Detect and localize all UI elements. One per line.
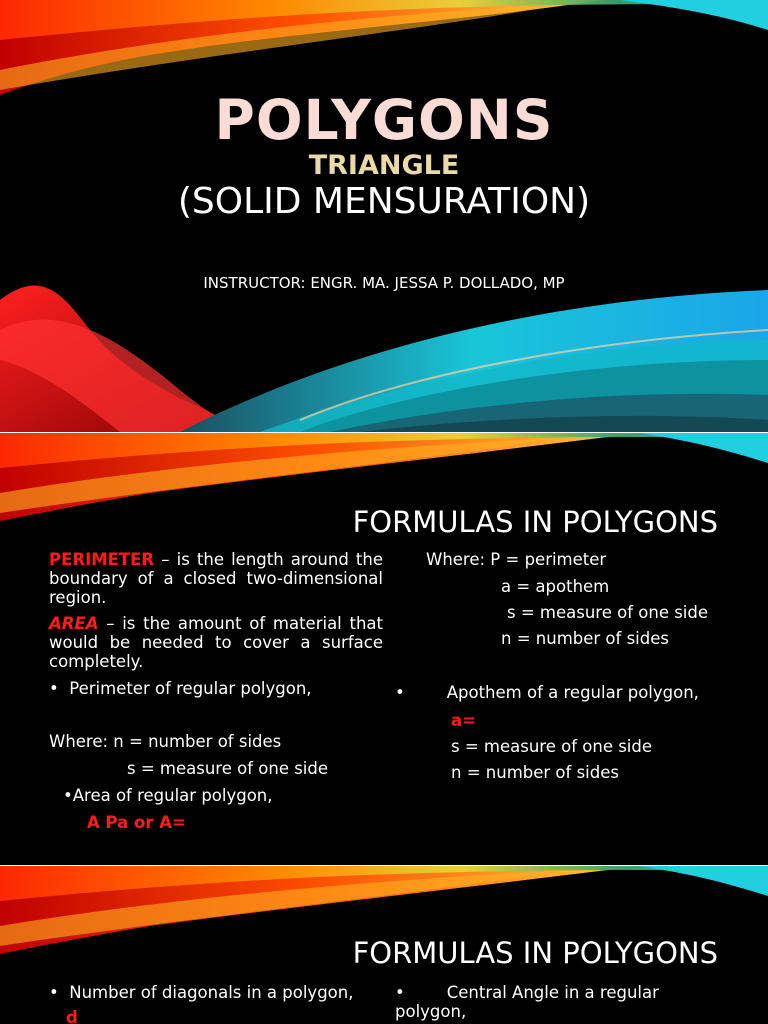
bullet-diagonals-text: Number of diagonals in a polygon, xyxy=(69,983,354,1002)
page-title: POLYGONS xyxy=(214,88,554,152)
bullet-icon: • xyxy=(49,679,59,698)
bullet-diagonals xyxy=(49,983,353,1002)
apothem-formula: a= xyxy=(451,711,476,730)
area-term: AREA xyxy=(49,614,99,633)
title-slide xyxy=(0,0,768,432)
area-def-text: – is the amount of material that would be needed to cover a surface completely. xyxy=(49,614,383,671)
page-subtitle-secondary: (SOLID MENSURATION) xyxy=(177,181,591,222)
area-definition xyxy=(49,614,383,671)
bullet-area-text: •Area of regular polygon, xyxy=(63,786,273,805)
page-subtitle: TRIANGLE xyxy=(308,150,460,181)
right-s: s = measure of one side xyxy=(507,603,709,622)
diagonals-formula: d xyxy=(66,1008,78,1024)
perimeter-def-text: – is the length around the boundary of a closed two-dimensional region. xyxy=(49,550,383,607)
bullet-perimeter-text: Perimeter of regular polygon, xyxy=(69,679,312,698)
perimeter-definition xyxy=(49,550,383,607)
bullet-icon: • xyxy=(395,683,405,702)
section-heading: FORMULAS IN POLYGONS xyxy=(352,936,718,970)
right-n: n = number of sides xyxy=(501,629,669,648)
bullet-apothem xyxy=(395,683,699,702)
bullet-icon: • xyxy=(395,983,405,1002)
where-s-text: s = measure of one side xyxy=(127,759,329,778)
bullet-perimeter xyxy=(49,679,312,698)
bullet-icon: • xyxy=(49,983,59,1002)
right-where-p: Where: P = perimeter xyxy=(426,550,607,569)
instructor-label: INSTRUCTOR: ENGR. MA. JESSA P. DOLLADO, MP xyxy=(203,274,565,292)
perimeter-term: PERIMETER xyxy=(49,550,155,569)
bullet-central xyxy=(395,983,715,1021)
section-heading: FORMULAS IN POLYGONS xyxy=(352,505,718,539)
where-n-text: Where: n = number of sides xyxy=(49,732,282,751)
area-formula: A Pa or A= xyxy=(87,813,186,832)
right-a: a = apothem xyxy=(501,577,610,596)
apothem-s: s = measure of one side xyxy=(451,737,653,756)
formulas-slide-2 xyxy=(0,866,768,1024)
formulas-slide-1 xyxy=(0,433,768,865)
bullet-apothem-text: Apothem of a regular polygon, xyxy=(446,683,699,702)
bullet-central-text: Central Angle in a regular polygon, xyxy=(395,983,659,1021)
apothem-n: n = number of sides xyxy=(451,763,619,782)
